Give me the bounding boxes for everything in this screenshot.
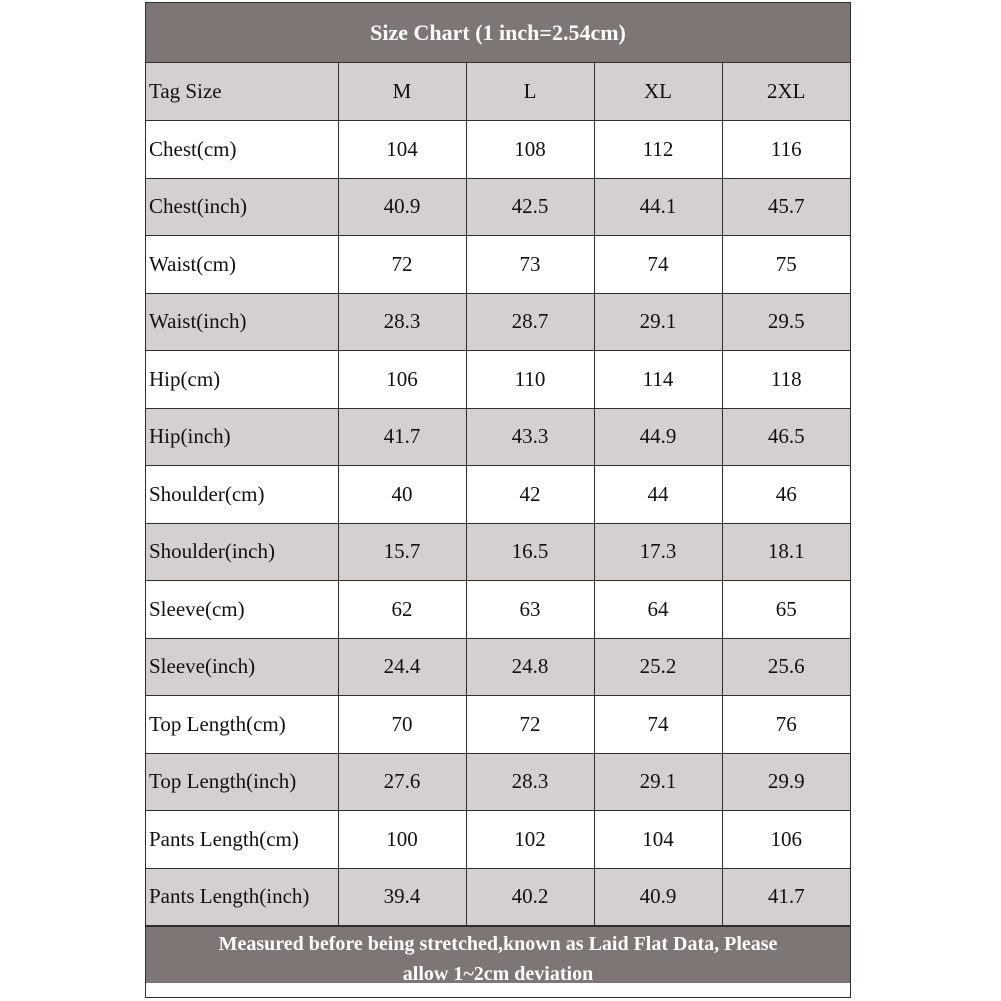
measurement-value: 40 <box>338 466 466 524</box>
table-row <box>146 293 850 351</box>
measurement-value: 25.2 <box>594 638 722 696</box>
deviation-note <box>146 926 850 983</box>
measurement-value: 27.6 <box>338 753 466 811</box>
measurement-value: 44.9 <box>594 408 722 466</box>
measurement-value: 104 <box>338 121 466 179</box>
measurement-value: 40.9 <box>594 868 722 926</box>
measurement-value: 39.4 <box>338 868 466 926</box>
measurement-value: 44.1 <box>594 178 722 236</box>
measurement-value: 72 <box>338 236 466 294</box>
measurement-value: 29.1 <box>594 293 722 351</box>
measurement-value: 74 <box>594 236 722 294</box>
table-row <box>146 811 850 869</box>
measurement-value: 41.7 <box>338 408 466 466</box>
measurement-label: Hip(inch) <box>146 408 338 466</box>
measurement-label: Shoulder(inch) <box>146 523 338 581</box>
measurement-value: 112 <box>594 121 722 179</box>
measurement-value: 42 <box>466 466 594 524</box>
measurement-value: 74 <box>594 696 722 754</box>
measurement-value: 41.7 <box>722 868 850 926</box>
measurement-value: 45.7 <box>722 178 850 236</box>
measurement-value: 73 <box>466 236 594 294</box>
measurement-value: 46 <box>722 466 850 524</box>
measurement-value: 29.5 <box>722 293 850 351</box>
measurement-label: Pants Length(inch) <box>146 868 338 926</box>
measurement-value: 108 <box>466 121 594 179</box>
measurement-label: Top Length(cm) <box>146 696 338 754</box>
measurement-value: 64 <box>594 581 722 639</box>
measurement-value: 76 <box>722 696 850 754</box>
table-row <box>146 523 850 581</box>
measurement-value: 106 <box>722 811 850 869</box>
measurement-value: 114 <box>594 351 722 409</box>
table-row <box>146 178 850 236</box>
measurement-label: Waist(cm) <box>146 236 338 294</box>
measurement-label: Sleeve(cm) <box>146 581 338 639</box>
measurement-label: Sleeve(inch) <box>146 638 338 696</box>
measurement-label: Pants Length(cm) <box>146 811 338 869</box>
measurement-value: 15.7 <box>338 523 466 581</box>
table-row <box>146 868 850 926</box>
size-header-l: L <box>466 63 594 121</box>
measurement-value: 70 <box>338 696 466 754</box>
table-row <box>146 753 850 811</box>
measurement-label: Chest(inch) <box>146 178 338 236</box>
measurement-value: 106 <box>338 351 466 409</box>
measurement-value: 75 <box>722 236 850 294</box>
measurement-value: 24.8 <box>466 638 594 696</box>
table-row <box>146 466 850 524</box>
measurement-value: 72 <box>466 696 594 754</box>
table-row <box>146 408 850 466</box>
measurement-value: 100 <box>338 811 466 869</box>
deviation-note-line-1: Measured before being stretched,known as Laid Flat Data, Please <box>218 933 778 955</box>
measurement-value: 28.3 <box>338 293 466 351</box>
measurement-value: 44 <box>594 466 722 524</box>
measurement-value: 17.3 <box>594 523 722 581</box>
measurement-value: 43.3 <box>466 408 594 466</box>
deviation-note-line-2: allow 1~2cm deviation <box>402 963 594 985</box>
measurement-value: 116 <box>722 121 850 179</box>
table-row <box>146 236 850 294</box>
header-row <box>146 63 850 121</box>
size-header-xl: XL <box>594 63 722 121</box>
measurement-value: 104 <box>594 811 722 869</box>
size-chart <box>145 2 851 998</box>
measurement-label: Shoulder(cm) <box>146 466 338 524</box>
measurement-value: 29.1 <box>594 753 722 811</box>
size-header-2xl: 2XL <box>722 63 850 121</box>
measurement-value: 110 <box>466 351 594 409</box>
measurement-value: 40.9 <box>338 178 466 236</box>
size-header-m: M <box>338 63 466 121</box>
chart-title: Size Chart (1 inch=2.54cm) <box>146 3 850 63</box>
measurement-value: 24.4 <box>338 638 466 696</box>
measurement-value: 46.5 <box>722 408 850 466</box>
table-row <box>146 121 850 179</box>
measurement-value: 40.2 <box>466 868 594 926</box>
table-row <box>146 351 850 409</box>
measurement-value: 65 <box>722 581 850 639</box>
measurement-label: Hip(cm) <box>146 351 338 409</box>
measurement-label: Chest(cm) <box>146 121 338 179</box>
measurement-label: Top Length(inch) <box>146 753 338 811</box>
table-row <box>146 581 850 639</box>
header-label: Tag Size <box>146 63 338 121</box>
measurement-value: 25.6 <box>722 638 850 696</box>
table-row <box>146 696 850 754</box>
measurement-value: 62 <box>338 581 466 639</box>
size-table <box>146 63 850 926</box>
table-row <box>146 638 850 696</box>
measurement-value: 42.5 <box>466 178 594 236</box>
measurement-value: 102 <box>466 811 594 869</box>
measurement-value: 118 <box>722 351 850 409</box>
measurement-value: 63 <box>466 581 594 639</box>
measurement-value: 28.3 <box>466 753 594 811</box>
measurement-value: 28.7 <box>466 293 594 351</box>
measurement-value: 29.9 <box>722 753 850 811</box>
measurement-value: 16.5 <box>466 523 594 581</box>
measurement-label: Waist(inch) <box>146 293 338 351</box>
measurement-value: 18.1 <box>722 523 850 581</box>
